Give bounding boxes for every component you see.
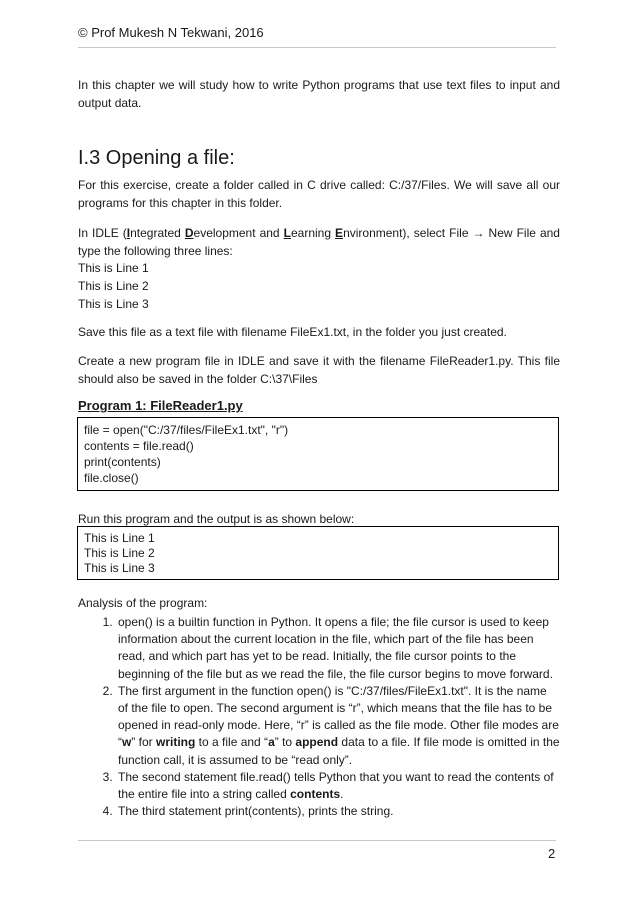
intro-paragraph: In this chapter we will study how to write Python programs that use text files to input and output data. bbox=[78, 78, 560, 110]
header-copyright: © Prof Mukesh N Tekwani, 2016 bbox=[78, 25, 264, 40]
idle-e: E bbox=[335, 226, 344, 240]
footer-divider bbox=[78, 840, 556, 841]
list-item-text: open() is a builtin function in Python. It opens a file; the file cursor is used to keep information about the current location in the file, which part of the file has been read, and which part has yet to be read. Initially, the file cursor points to the beginning of the file but as we read the file, the file cursor begins to move forward. bbox=[118, 615, 553, 681]
idle-text: earning bbox=[290, 226, 336, 240]
list-item-text: ” for bbox=[131, 735, 157, 750]
output-line: This is Line 1 bbox=[84, 531, 155, 545]
idle-i: I bbox=[126, 226, 131, 240]
list-item-text: to a file and “ bbox=[195, 735, 269, 750]
code-line: file.close() bbox=[84, 471, 139, 485]
idle-text: evelopment and bbox=[193, 226, 284, 240]
page-number: 2 bbox=[548, 846, 556, 861]
idle-text: ntegrated bbox=[130, 226, 185, 240]
list-item bbox=[116, 803, 560, 820]
output-line: This is Line 3 bbox=[84, 561, 155, 575]
list-item-text: The first argument in the function open() is "C:/37/files/FileEx1.txt". It is the name of the file to open. The second argument is “r”, which means that the file has to be opened in read-only mode. Here, “r” is called as the file mode. Other file modes are “ bbox=[118, 683, 559, 750]
program-instructions: Create a new program file in IDLE and save it with the filename FileReader1.py. This file should also be saved in the folder C:\37\Files bbox=[78, 354, 560, 386]
list-item-text: ” to bbox=[274, 735, 296, 750]
sample-line-1: This is Line 1 bbox=[78, 261, 149, 275]
list-item-text: . bbox=[340, 787, 344, 802]
code-line: file = open("C:/37/files/FileEx1.txt", "r") bbox=[84, 423, 289, 437]
mode-w: w bbox=[122, 735, 132, 750]
list-item bbox=[116, 769, 560, 803]
list-item-text: data to a file. If file mode is omitted in the function call, it is assumed to be “read only”. bbox=[118, 735, 560, 767]
output-line: This is Line 2 bbox=[84, 546, 155, 560]
idle-instructions bbox=[78, 224, 560, 260]
idle-l: L bbox=[283, 226, 291, 240]
list-item-text: The second statement file.read() tells Python that you want to read the contents of the entire file into a string called bbox=[118, 769, 554, 802]
output-box bbox=[77, 526, 559, 580]
analysis-list bbox=[78, 614, 560, 820]
save-instructions: Save this file as a text file with filename FileEx1.txt, in the folder you just created. bbox=[78, 325, 507, 339]
list-item-text: The third statement print(contents), prints the string. bbox=[118, 804, 394, 819]
sample-line-3: This is Line 3 bbox=[78, 297, 149, 311]
mode-a: a bbox=[268, 735, 275, 750]
section-heading: I.3 Opening a file: bbox=[78, 147, 235, 169]
keyword-writing: writing bbox=[156, 735, 196, 750]
list-item bbox=[116, 683, 560, 769]
sample-line-2: This is Line 2 bbox=[78, 279, 149, 293]
idle-text: nvironment), select File → New File and type the following three lines: bbox=[78, 226, 560, 258]
keyword-append: append bbox=[295, 735, 339, 750]
run-text: Run this program and the output is as shown below: bbox=[78, 512, 355, 526]
idle-d: D bbox=[184, 226, 194, 240]
idle-text: In IDLE ( bbox=[78, 226, 127, 240]
code-line: print(contents) bbox=[84, 455, 161, 469]
keyword-contents: contents bbox=[290, 787, 341, 802]
code-box bbox=[77, 417, 559, 491]
list-item bbox=[116, 614, 560, 683]
folder-instructions: For this exercise, create a folder called in C drive called: C:/37/Files. We will save all our programs for this chapter in this folder. bbox=[78, 178, 560, 210]
program-title: Program 1: FileReader1.py bbox=[78, 398, 243, 413]
code-line: contents = file.read() bbox=[84, 439, 194, 453]
header-divider bbox=[78, 47, 556, 48]
analysis-title: Analysis of the program: bbox=[78, 596, 208, 610]
